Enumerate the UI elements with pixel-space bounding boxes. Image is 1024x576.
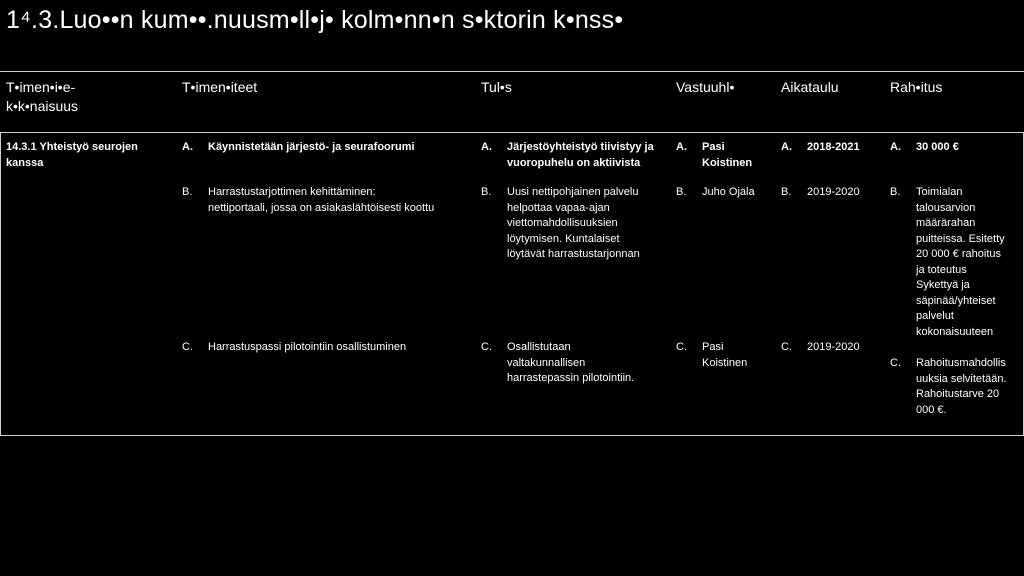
funding-line: palvelut [916, 310, 954, 322]
result-line: Järjestöyhteistyö tiivistyy ja [507, 141, 654, 153]
funding-line: Rahoitusmahdollis [916, 357, 1006, 369]
entity-line1: 14.3.1 Yhteistyö seurojen [6, 141, 138, 153]
schedule-line: 2019-2020 [807, 186, 860, 198]
result-line: löytymisen. Kuntalaiset [507, 232, 620, 245]
divider-top [0, 71, 1024, 72]
funding-line: Sykettyä ja [916, 279, 970, 291]
result-letter: A. [481, 141, 492, 153]
responsible-line: Pasi [702, 341, 724, 353]
result-line: helpottaa vapaa-ajan [507, 201, 610, 214]
funding-line: 30 000 € [916, 141, 959, 153]
action-line: nettiportaali, jossa on asiakaslähtöisesti koottu [208, 201, 435, 214]
funding-line: säpinää/yhteiset [916, 294, 996, 307]
responsible-line: Koistinen [702, 156, 753, 169]
funding-line: kokonaisuuteen [916, 325, 994, 338]
action-line: Harrastustarjottimen kehittäminen: [208, 186, 376, 198]
funding-line: uuksia selvitetään. [916, 372, 1007, 385]
result-line: Uusi nettipohjainen palvelu [507, 186, 639, 198]
schedule-line: 2019-2020 [807, 341, 860, 353]
entity-line2: kanssa [6, 156, 44, 169]
action-letter: B. [182, 186, 193, 198]
funding-letter: B. [890, 186, 901, 198]
schedule-letter: C. [781, 341, 792, 353]
header-entity-line1: T•imen•i•e- [6, 79, 76, 95]
responsible-line: Koistinen [702, 356, 748, 369]
header-funding: Rah•itus [890, 79, 943, 95]
schedule-line: 2018-2021 [807, 141, 860, 153]
funding-line: puitteissa. Esitetty [916, 232, 1005, 245]
funding-line: ja toteutus [916, 263, 967, 276]
responsible-letter: C. [676, 341, 687, 353]
funding-letter: A. [890, 141, 901, 153]
entity-cell [6, 140, 138, 171]
header-entity [6, 78, 78, 116]
action-line: Käynnistetään järjestö- ja seurafoorumi [208, 141, 415, 153]
funding-line: Rahoitustarve 20 [916, 388, 1000, 400]
funding-line: 20 000 € rahoitus [916, 248, 1002, 260]
header-responsible: Vastuuhl• [676, 79, 735, 95]
page-title: 1⁴.3.Luo••n kum••.nuusm•ll•j• kolm•nn•n s•ktorin k•nss• [6, 6, 624, 34]
header-schedule: Aikataulu [781, 79, 839, 95]
header-result: Tul•s [481, 79, 512, 95]
responsible-line: Pasi [702, 141, 725, 153]
action-line: Harrastuspassi pilotointiin osallistuminen [208, 341, 407, 353]
funding-line: talousarvion [916, 201, 976, 214]
responsible-letter: A. [676, 141, 687, 153]
result-line: harrastepassin pilotointiin. [507, 372, 635, 384]
responsible-line: Juho Ojala [702, 186, 755, 198]
result-letter: B. [481, 186, 492, 198]
table-body-frame [0, 132, 1024, 436]
responsible-letter: B. [676, 186, 687, 198]
action-letter: C. [182, 341, 193, 353]
schedule-letter: B. [781, 186, 792, 198]
result-line: vuoropuhelu on aktiivista [507, 156, 641, 169]
header-entity-line2: k•k•naisuus [6, 98, 79, 114]
funding-line: Toimialan [916, 186, 963, 198]
header-actions: T•imen•iteet [182, 79, 258, 95]
funding-line: 000 €. [916, 403, 947, 416]
schedule-letter: A. [781, 141, 792, 153]
funding-line: määrärahan [916, 217, 976, 229]
result-line: valtakunnallisen [507, 356, 586, 369]
result-line: Osallistutaan [507, 341, 571, 353]
action-letter: A. [182, 141, 193, 153]
funding-letter: C. [890, 357, 901, 369]
result-line: viettomahdollisuuksien [507, 217, 618, 229]
result-line: löytävät harrastustarjonnan [507, 248, 640, 260]
result-letter: C. [481, 341, 492, 353]
